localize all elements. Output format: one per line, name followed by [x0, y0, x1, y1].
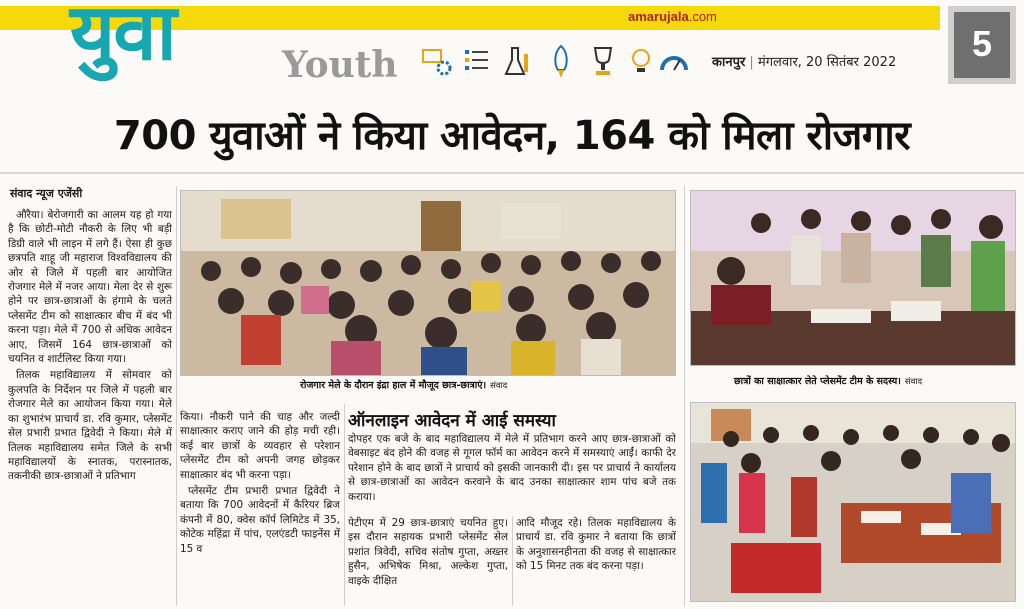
article-column-3: [348, 516, 508, 608]
paragraph: तिलक महाविद्यालय में सोमवार को कुलपति के निर्देशन पर जिले में पहली बार रोजगार मेले का आयोजन किया गया। मेले का शुभारंभ प्राचार्य डा. रवि कुमार, प्लेसमेंट सेल प्रभारी प्रभात द्विवेदी ने किया। मेले में तिलक महाविद्यालय समेत जिले के सभी महाविद्यालयों के स्नातक, परास्नातक, तकनीकी छात्र-छात्राओं ने प्रतिभाग: [8, 369, 172, 483]
paragraph: औरैया। बेरोजगारी का आलम यह हो गया है कि छोटी-मोटी नौकरी के लिए भी बड़ी डिग्री वाले भी लाइन में लगे हैं। ऐसा ही कुछ छत्रपति शाहू जी महाराज विश्वविद्यालय की ओर से जिले में पहली बार आयोजित रोजगार मेले में नजर आया। मेला देर से शुरू होने पर छात्र-छात्राओं के हंगामे के चलते प्लेसमेंट टीम को साक्षात्कार बीच में बंद भी करना पड़ा। मेले में 700 से अधिक आवेदन आए, जिसमें 164 छात्र-छात्राओं को चयनित व शार्टलिस्ट किया गया।: [8, 209, 172, 366]
edition-date: मंगलवार, 20 सितंबर 2022: [757, 55, 897, 70]
paragraph: प्लेसमेंट टीम प्रभारी प्रभात द्विवेदी ने बताया कि 700 आवेदनों में कैरियर ब्रिज कंपनी में 80, क्वेस कॉर्प लिमिटेड में 35, कोटेक महिंद्रा में पांच, एलएंडटी फाइनेंस में 15 व: [180, 485, 340, 555]
column-divider: [512, 516, 513, 606]
gauge-icon: [658, 44, 690, 80]
rocket-icon: [544, 44, 578, 80]
trophy-icon: [586, 44, 620, 80]
article-column-1: [8, 208, 172, 608]
column-divider: [344, 404, 345, 606]
headline: 700 युवाओं ने किया आवेदन, 164 को मिला रोजगार: [113, 113, 911, 159]
byline: संवाद न्यूज एजेंसी: [10, 187, 83, 200]
subheading: ऑनलाइन आवेदन में आई समस्या: [348, 411, 556, 431]
paragraph: पेटीएम में 29 छात्र-छात्राएं चयनित हुए। इस दौरान सहायक प्रभारी प्लेसमेंट सेल प्रशांत त्रिवेदी, सचिव संतोष गुप्ता, अख्तर हुसैन, अभिषेक मिश्रा, अल्केश गुप्ता, वाइके दीक्षित: [348, 517, 508, 587]
yuva-logo: युवा: [70, 0, 175, 78]
presentation-gear-icon: [420, 44, 456, 80]
column-divider: [176, 186, 177, 606]
masthead-icon-strip: [420, 44, 690, 84]
photo-caption: रोजगार मेले के दौरान इंद्रा हाल में मौजूद छात्र-छात्राएं। संवाद: [300, 380, 508, 391]
photo-registration-desk-image: [691, 403, 1016, 602]
checklist-icon: [462, 44, 494, 80]
photo-interview: [690, 190, 1016, 366]
paragraph: दोपहर एक बजे के बाद महाविद्यालय में मेले में प्रतिभाग करने आए छात्र-छात्राओं को वेबसाइट बंद होने की वजह से गूगल फॉर्म का आवेदन करने में समस्याएं आईं। काफी देर परेशान होने के बाद छात्रों ने प्राचार्य को इसकी जानकारी दी। इस पर प्राचार्य ने कार्यालय से छात्र-छात्राओं का आवेदन करवाने के बाद उनका साक्षात्कार शाम पांच बजे तक कराया।: [348, 433, 676, 503]
photo-registration-desk: [690, 402, 1016, 602]
headline-divider: [0, 172, 1024, 174]
paragraph: किया। नौकरी पाने की चाह और जल्दी साक्षात्कार कराए जाने की होड़ मची रही। कई बार छात्रों के व्यवहार से परेशान प्लेसमेंट टीम को अपनी जगह छोड़कर साक्षात्कार बंद भी करना पड़ा।: [180, 411, 340, 481]
site-brand[interactable]: amarujala.com: [628, 9, 717, 24]
lightbulb-icon: [626, 44, 656, 80]
photo-caption: छात्रों का साक्षात्कार लेते प्लेसमेंट टीम के सदस्य। संवाद: [734, 376, 923, 387]
page-number: 5: [948, 6, 1016, 84]
youth-logo: Youth: [282, 44, 398, 86]
paragraph: आदि मौजूद रहे। तिलक महाविद्यालय के प्राचार्य डा. रवि कुमार ने बताया कि छात्रों के अनुशासनहीनता की वजह से साक्षात्कार को 15 मिनट तक बंद करना पड़ा।: [516, 517, 676, 573]
article-column-4: [516, 516, 676, 608]
photo-crowd-hall-image: [181, 191, 676, 376]
article-column-2: [180, 410, 340, 608]
dateline: कानपुर | मंगलवार, 20 सितंबर 2022: [712, 55, 897, 70]
article-sidebar-text: [348, 432, 676, 512]
column-divider: [684, 186, 685, 606]
edition-city: कानपुर: [712, 55, 746, 70]
photo-crowd-hall: [180, 190, 676, 376]
lab-flask-icon: [502, 44, 536, 80]
photo-interview-image: [691, 191, 1016, 366]
